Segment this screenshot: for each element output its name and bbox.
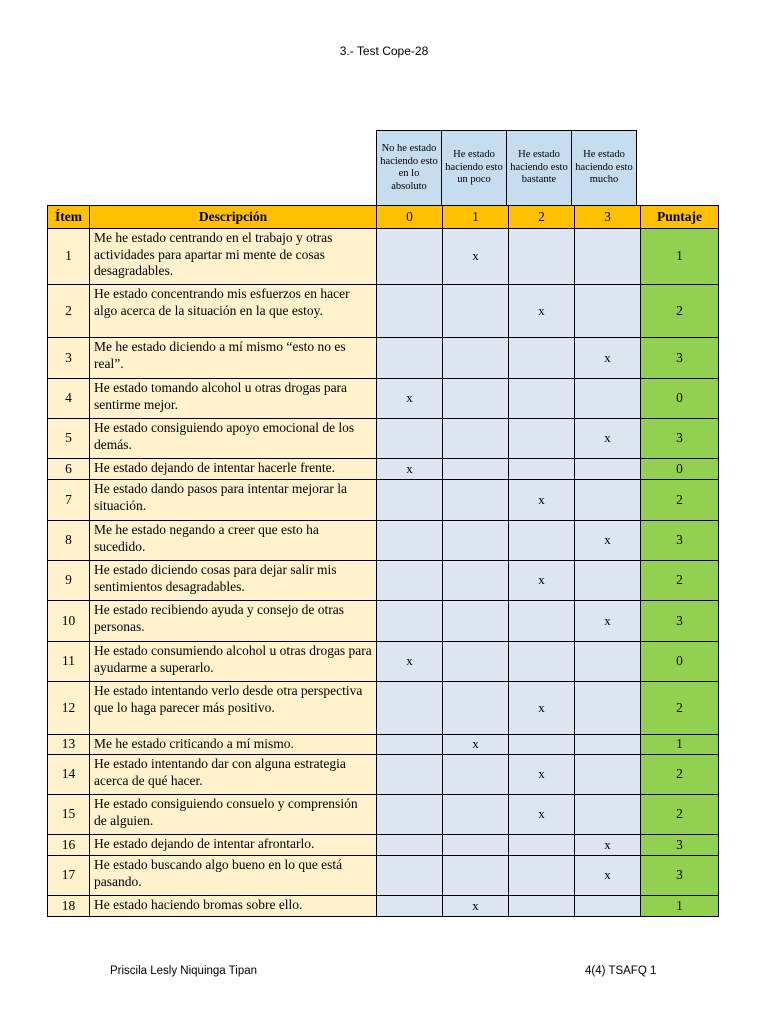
scale-mark-1 xyxy=(443,419,509,459)
item-number: 2 xyxy=(48,285,90,338)
footer-course: 4(4) TSAFQ 1 xyxy=(585,965,657,977)
scale-header-2: He estado haciendo esto bastante xyxy=(507,131,572,206)
cope-table xyxy=(47,205,719,917)
scale-mark-0 xyxy=(377,835,443,856)
table-row xyxy=(48,419,719,459)
scale-mark-0: x xyxy=(377,459,443,480)
table-row xyxy=(48,480,719,521)
scale-mark-0 xyxy=(377,419,443,459)
item-number: 15 xyxy=(48,795,90,835)
item-description: He estado tomando alcohol u otras drogas para sentirme mejor. xyxy=(90,379,377,419)
scale-mark-3: x xyxy=(575,835,641,856)
item-score: 2 xyxy=(641,285,719,338)
table-row xyxy=(48,735,719,755)
table-body xyxy=(48,229,719,917)
item-number: 12 xyxy=(48,682,90,735)
scale-mark-0 xyxy=(377,735,443,755)
scale-mark-1: x xyxy=(443,229,509,285)
scale-mark-1 xyxy=(443,642,509,682)
scale-mark-0 xyxy=(377,521,443,561)
scale-mark-2: x xyxy=(509,682,575,735)
scale-mark-0 xyxy=(377,338,443,379)
table-row xyxy=(48,379,719,419)
table-row xyxy=(48,642,719,682)
item-number: 3 xyxy=(48,338,90,379)
scale-mark-2 xyxy=(509,419,575,459)
scale-mark-3: x xyxy=(575,419,641,459)
scale-mark-3 xyxy=(575,561,641,601)
item-number: 16 xyxy=(48,835,90,856)
scale-mark-0 xyxy=(377,561,443,601)
scale-mark-0 xyxy=(377,480,443,521)
scale-header-1: He estado haciendo esto un poco xyxy=(442,131,507,206)
item-score: 1 xyxy=(641,735,719,755)
table-row xyxy=(48,459,719,480)
item-description: Me he estado diciendo a mí mismo “esto no es real”. xyxy=(90,338,377,379)
scale-mark-2 xyxy=(509,896,575,917)
scale-mark-3: x xyxy=(575,601,641,642)
item-description: He estado consiguiendo consuelo y comprensión de alguien. xyxy=(90,795,377,835)
scale-mark-2: x xyxy=(509,755,575,795)
item-number: 4 xyxy=(48,379,90,419)
scale-mark-1 xyxy=(443,601,509,642)
scale-mark-0: x xyxy=(377,379,443,419)
scale-mark-2 xyxy=(509,642,575,682)
item-description: He estado intentando dar con alguna estrategia acerca de qué hacer. xyxy=(90,755,377,795)
item-score: 0 xyxy=(641,379,719,419)
scale-mark-0 xyxy=(377,755,443,795)
table-row xyxy=(48,521,719,561)
table-row xyxy=(48,755,719,795)
item-description: He estado diciendo cosas para dejar salir mis sentimientos desagradables. xyxy=(90,561,377,601)
scale-mark-2 xyxy=(509,338,575,379)
scale-mark-2: x xyxy=(509,285,575,338)
scale-mark-2 xyxy=(509,379,575,419)
scale-mark-0 xyxy=(377,285,443,338)
scale-mark-1 xyxy=(443,338,509,379)
item-score: 0 xyxy=(641,642,719,682)
item-number: 8 xyxy=(48,521,90,561)
header-description: Descripción xyxy=(90,206,377,229)
scale-mark-1 xyxy=(443,795,509,835)
item-score: 1 xyxy=(641,896,719,917)
scale-mark-3 xyxy=(575,379,641,419)
table-row xyxy=(48,561,719,601)
item-score: 2 xyxy=(641,561,719,601)
item-description: He estado recibiendo ayuda y consejo de otras personas. xyxy=(90,601,377,642)
scale-mark-0 xyxy=(377,896,443,917)
item-number: 14 xyxy=(48,755,90,795)
page-title: 3.- Test Cope-28 xyxy=(339,44,429,58)
scale-mark-1: x xyxy=(443,735,509,755)
footer-author: Priscila Lesly Niquinga Tipan xyxy=(110,965,258,977)
item-number: 17 xyxy=(48,856,90,896)
scale-mark-2 xyxy=(509,835,575,856)
item-number: 9 xyxy=(48,561,90,601)
table-row xyxy=(48,856,719,896)
item-description: He estado dejando de intentar hacerle frente. xyxy=(90,459,377,480)
scale-mark-3 xyxy=(575,682,641,735)
scale-mark-0 xyxy=(377,682,443,735)
scale-mark-1 xyxy=(443,459,509,480)
scale-mark-1 xyxy=(443,521,509,561)
scale-mark-0: x xyxy=(377,642,443,682)
item-score: 3 xyxy=(641,601,719,642)
scale-header-table xyxy=(376,130,637,206)
item-description: He estado concentrando mis esfuerzos en hacer algo acerca de la situación en la que estoy. xyxy=(90,285,377,338)
item-number: 6 xyxy=(48,459,90,480)
scale-mark-3 xyxy=(575,285,641,338)
scale-mark-2 xyxy=(509,601,575,642)
item-description: He estado dejando de intentar afrontarlo. xyxy=(90,835,377,856)
item-description: He estado buscando algo bueno en lo que está pasando. xyxy=(90,856,377,896)
item-number: 10 xyxy=(48,601,90,642)
table-row xyxy=(48,795,719,835)
scale-mark-3: x xyxy=(575,338,641,379)
scale-mark-3 xyxy=(575,735,641,755)
scale-mark-1 xyxy=(443,835,509,856)
scale-mark-1 xyxy=(443,480,509,521)
header-scale-1: 1 xyxy=(443,206,509,229)
scale-mark-3 xyxy=(575,642,641,682)
scale-mark-1 xyxy=(443,682,509,735)
table-row xyxy=(48,285,719,338)
scale-header-3: He estado haciendo esto mucho xyxy=(572,131,637,206)
header-item: Ítem xyxy=(48,206,90,229)
item-score: 3 xyxy=(641,338,719,379)
item-description: Me he estado centrando en el trabajo y otras actividades para apartar mi mente de cosas desagradables. xyxy=(90,229,377,285)
scale-mark-0 xyxy=(377,601,443,642)
scale-mark-3 xyxy=(575,896,641,917)
item-score: 3 xyxy=(641,835,719,856)
scale-mark-2 xyxy=(509,856,575,896)
table-row xyxy=(48,835,719,856)
item-score: 2 xyxy=(641,755,719,795)
table-row xyxy=(48,896,719,917)
item-description: He estado intentando verlo desde otra perspectiva que lo haga parecer más positivo. xyxy=(90,682,377,735)
item-description: He estado dando pasos para intentar mejorar la situación. xyxy=(90,480,377,521)
scale-header-0: No he estado haciendo esto en lo absoluto xyxy=(377,131,442,206)
item-description: He estado consiguiendo apoyo emocional de los demás. xyxy=(90,419,377,459)
scale-mark-2 xyxy=(509,735,575,755)
item-score: 1 xyxy=(641,229,719,285)
header-score: Puntaje xyxy=(641,206,719,229)
item-score: 2 xyxy=(641,480,719,521)
item-description: Me he estado criticando a mí mismo. xyxy=(90,735,377,755)
item-number: 11 xyxy=(48,642,90,682)
scale-mark-0 xyxy=(377,795,443,835)
scale-mark-2: x xyxy=(509,561,575,601)
item-number: 18 xyxy=(48,896,90,917)
item-score: 3 xyxy=(641,856,719,896)
item-description: He estado haciendo bromas sobre ello. xyxy=(90,896,377,917)
header-scale-0: 0 xyxy=(377,206,443,229)
item-score: 3 xyxy=(641,521,719,561)
item-description: Me he estado negando a creer que esto ha sucedido. xyxy=(90,521,377,561)
item-number: 13 xyxy=(48,735,90,755)
scale-mark-1 xyxy=(443,561,509,601)
table-row xyxy=(48,601,719,642)
item-description: He estado consumiendo alcohol u otras drogas para ayudarme a superarlo. xyxy=(90,642,377,682)
scale-mark-1 xyxy=(443,285,509,338)
header-scale-2: 2 xyxy=(509,206,575,229)
item-number: 5 xyxy=(48,419,90,459)
scale-mark-0 xyxy=(377,229,443,285)
scale-mark-2 xyxy=(509,229,575,285)
scale-mark-3 xyxy=(575,229,641,285)
scale-mark-3: x xyxy=(575,521,641,561)
table-row xyxy=(48,338,719,379)
table-row xyxy=(48,682,719,735)
scale-mark-1: x xyxy=(443,896,509,917)
table-header-row xyxy=(48,206,719,229)
scale-mark-3 xyxy=(575,480,641,521)
item-score: 2 xyxy=(641,682,719,735)
item-score: 3 xyxy=(641,419,719,459)
scale-mark-3 xyxy=(575,459,641,480)
scale-mark-2: x xyxy=(509,480,575,521)
scale-mark-3 xyxy=(575,755,641,795)
scale-mark-2 xyxy=(509,521,575,561)
scale-mark-1 xyxy=(443,856,509,896)
scale-mark-2 xyxy=(509,459,575,480)
item-number: 1 xyxy=(48,229,90,285)
scale-mark-0 xyxy=(377,856,443,896)
item-number: 7 xyxy=(48,480,90,521)
scale-mark-3: x xyxy=(575,856,641,896)
scale-mark-1 xyxy=(443,755,509,795)
item-score: 0 xyxy=(641,459,719,480)
table-row xyxy=(48,229,719,285)
scale-mark-2: x xyxy=(509,795,575,835)
item-score: 2 xyxy=(641,795,719,835)
header-scale-3: 3 xyxy=(575,206,641,229)
scale-mark-1 xyxy=(443,379,509,419)
scale-mark-3 xyxy=(575,795,641,835)
